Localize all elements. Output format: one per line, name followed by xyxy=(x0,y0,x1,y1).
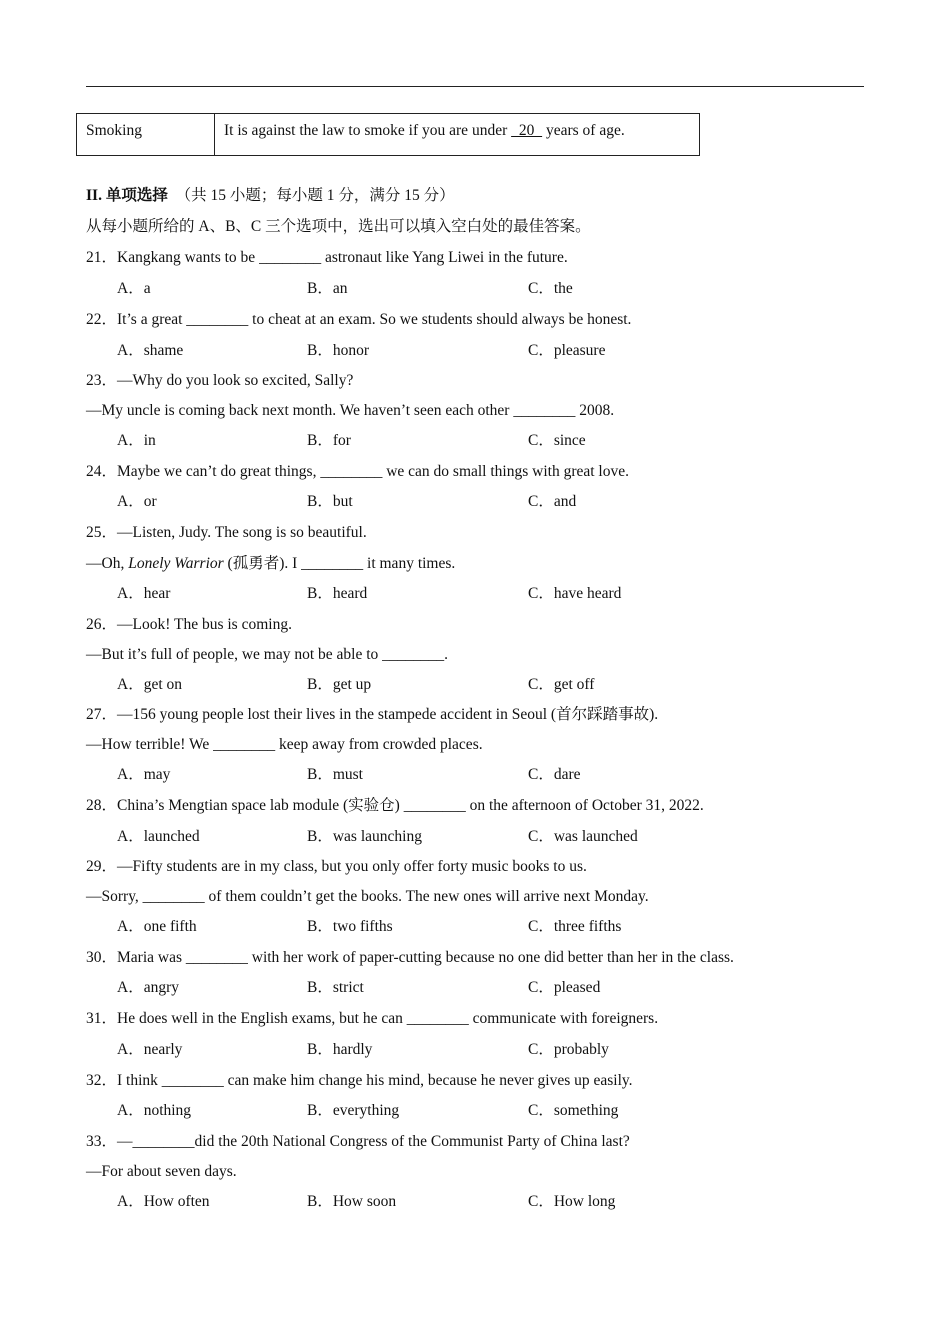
option-b[interactable]: B．honor xyxy=(307,342,370,359)
question-32 xyxy=(86,1071,633,1091)
question-text: I think ________ can make him change his mind, because he never gives up easily. xyxy=(117,1072,633,1089)
question-text-line2: —Sorry, ________ of them couldn’t get the books. The new ones will arrive next Monday. xyxy=(86,888,649,905)
option-a[interactable]: A．get on xyxy=(117,676,183,693)
question-text: It’s a great ________ to cheat at an exam. So we students should always be honest. xyxy=(117,311,632,328)
option-c[interactable]: C．the xyxy=(528,280,573,297)
option-b[interactable]: B．must xyxy=(307,766,363,783)
question-text: Maria was ________ with her work of paper-cutting because no one did better than her in the class. xyxy=(117,949,734,966)
question-26 xyxy=(86,615,292,635)
question-24 xyxy=(86,462,629,482)
question-text: —________did the 20th National Congress of the Communist Party of China last? xyxy=(117,1133,630,1150)
question-number: 27． xyxy=(86,706,118,723)
question-number: 32． xyxy=(86,1072,118,1089)
option-c[interactable]: C．three fifths xyxy=(528,918,622,935)
option-a[interactable]: A．angry xyxy=(117,979,179,996)
section-heading: II. 单项选择 xyxy=(86,187,168,204)
question-text-line2 xyxy=(86,554,455,574)
question-22 xyxy=(86,310,631,330)
question-28 xyxy=(86,796,704,816)
option-a[interactable]: A．hear xyxy=(117,585,171,602)
question-number: 33． xyxy=(86,1133,118,1150)
option-a[interactable]: A．launched xyxy=(117,828,200,845)
option-a[interactable]: A．or xyxy=(117,493,157,510)
question-29 xyxy=(86,857,587,877)
question-text: Maybe we can’t do great things, ________ we can do small things with great love. xyxy=(117,463,629,480)
question-number: 24． xyxy=(86,463,118,480)
option-b[interactable]: B．hardly xyxy=(307,1041,373,1058)
question-text: —Why do you look so excited, Sally? xyxy=(117,372,354,389)
option-b[interactable]: B．an xyxy=(307,280,348,297)
question-text: He does well in the English exams, but he can ________ communicate with foreigners. xyxy=(117,1010,659,1027)
option-c[interactable]: C．pleasure xyxy=(528,342,606,359)
table-row xyxy=(77,114,700,156)
option-b[interactable]: B．but xyxy=(307,493,353,510)
option-a[interactable]: A．one fifth xyxy=(117,918,197,935)
question-text-line2: —For about seven days. xyxy=(86,1163,237,1180)
question-text: —Listen, Judy. The song is so beautiful. xyxy=(117,524,367,541)
question-text: —Look! The bus is coming. xyxy=(117,616,292,633)
option-c[interactable]: C．How long xyxy=(528,1193,616,1210)
text-part: —Oh, xyxy=(86,555,129,572)
question-number: 28． xyxy=(86,797,118,814)
option-b[interactable]: B．for xyxy=(307,432,351,449)
question-25 xyxy=(86,523,367,543)
option-c[interactable]: C．probably xyxy=(528,1041,609,1058)
question-number: 22． xyxy=(86,311,118,328)
option-c[interactable]: C．something xyxy=(528,1102,619,1119)
question-text: —Fifty students are in my class, but you only offer forty music books to us. xyxy=(117,858,587,875)
option-c[interactable]: C．get off xyxy=(528,676,595,693)
option-c[interactable]: C．pleased xyxy=(528,979,601,996)
option-a[interactable]: A．nearly xyxy=(117,1041,183,1058)
section-note: （共 15 小题；每小题 1 分，满分 15 分） xyxy=(175,187,455,204)
question-30 xyxy=(86,948,734,968)
option-b[interactable]: B．two fifths xyxy=(307,918,393,935)
question-number: 21． xyxy=(86,249,118,266)
option-a[interactable]: A．How often xyxy=(117,1193,210,1210)
option-b[interactable]: B．everything xyxy=(307,1102,400,1119)
question-text: Kangkang wants to be ________ astronaut like Yang Liwei in the future. xyxy=(117,249,568,266)
option-b[interactable]: B．get up xyxy=(307,676,372,693)
question-number: 23． xyxy=(86,372,118,389)
question-number: 31． xyxy=(86,1010,118,1027)
option-c[interactable]: C．have heard xyxy=(528,585,622,602)
option-c[interactable]: C．since xyxy=(528,432,586,449)
question-text: China’s Mengtian space lab module (实验仓) ________ on the afternoon of October 31, 2022. xyxy=(117,797,704,814)
option-a[interactable]: A．a xyxy=(117,280,151,297)
option-b[interactable]: B．was launching xyxy=(307,828,422,845)
question-text-line2: —But it’s full of people, we may not be able to ________. xyxy=(86,646,449,663)
question-23 xyxy=(86,371,353,391)
option-b[interactable]: B．strict xyxy=(307,979,364,996)
text-part: (孤勇者). I ________ it many times. xyxy=(223,555,456,572)
question-number: 29． xyxy=(86,858,118,875)
option-a[interactable]: A．shame xyxy=(117,342,184,359)
option-c[interactable]: C．and xyxy=(528,493,577,510)
song-title: Lonely Warrior xyxy=(128,555,224,572)
table-cell-label: Smoking xyxy=(77,114,215,156)
option-c[interactable]: C．was launched xyxy=(528,828,638,845)
question-number: 25． xyxy=(86,524,118,541)
option-b[interactable]: B．heard xyxy=(307,585,368,602)
option-a[interactable]: A．may xyxy=(117,766,171,783)
question-text-line2: —My uncle is coming back next month. We haven’t seen each other ________ 2008. xyxy=(86,402,615,419)
table-cell-rule xyxy=(215,114,700,156)
question-27 xyxy=(86,705,658,725)
question-21 xyxy=(86,248,568,268)
question-33 xyxy=(86,1132,630,1152)
header-rule xyxy=(86,86,864,87)
section-instruction: 从每小题所给的 A、B、C 三个选项中，选出可以填入空白处的最佳答案。 xyxy=(86,218,591,235)
question-text: —156 young people lost their lives in the stampede accident in Seoul (首尔踩踏事故). xyxy=(117,706,659,723)
option-c[interactable]: C．dare xyxy=(528,766,581,783)
rules-table xyxy=(76,113,700,156)
option-a[interactable]: A．nothing xyxy=(117,1102,192,1119)
question-number: 26． xyxy=(86,616,118,633)
question-31 xyxy=(86,1009,658,1029)
option-a[interactable]: A．in xyxy=(117,432,156,449)
question-number: 30． xyxy=(86,949,118,966)
blank-answer: 20 xyxy=(511,122,543,139)
question-text-line2: —How terrible! We ________ keep away from crowded places. xyxy=(86,736,483,753)
section-title xyxy=(86,186,455,206)
rule-text-before: It is against the law to smoke if you are under xyxy=(224,122,512,139)
option-b[interactable]: B．How soon xyxy=(307,1193,397,1210)
rule-text-after: years of age. xyxy=(542,122,625,139)
